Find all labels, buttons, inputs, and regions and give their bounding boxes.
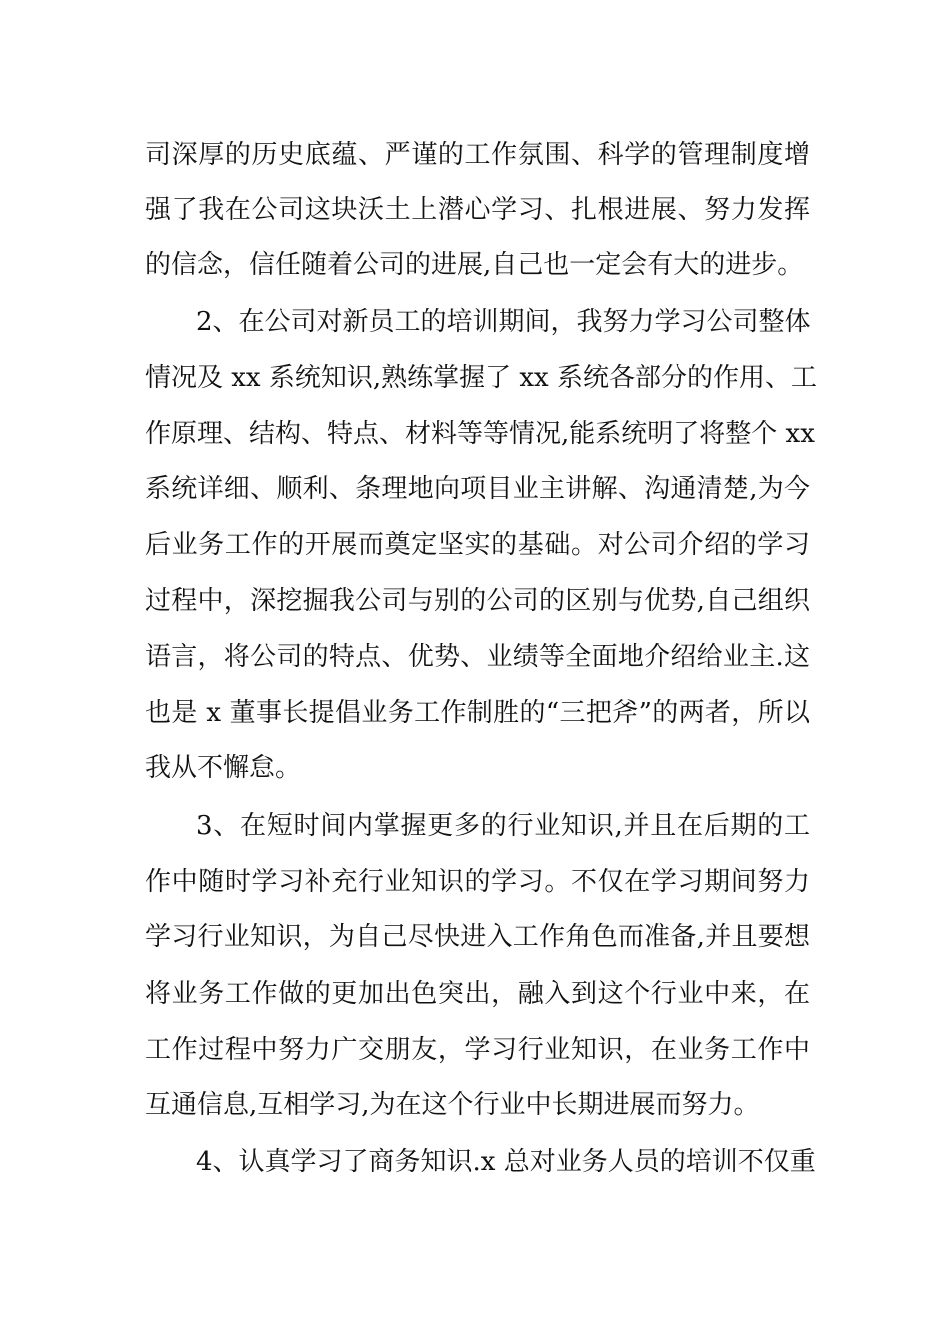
- text-line-8: 后业务工作的开展而奠定坚实的基础。对公司介绍的学习: [145, 530, 810, 560]
- text-line-16: 将业务工作做的更加出色突出，融入到这个行业中来，在: [145, 979, 810, 1009]
- text-line-18: 互通信息,互相学习,为在这个行业中长期进展而努力。: [145, 1090, 760, 1120]
- text-line-14: 作中随时学习补充行业知识的学习。不仅在学习期间努力: [145, 867, 810, 897]
- text-line-17: 工作过程中努力广交朋友，学习行业知识，在业务工作中: [145, 1035, 810, 1065]
- text-line-4: 2、在公司对新员工的培训期间，我努力学习公司整体: [196, 307, 811, 337]
- text-line-1: 司深厚的历史底蕴、严谨的工作氛围、科学的管理制度增: [145, 140, 810, 170]
- text-line-6: 作原理、结构、特点、材料等等情况,能系统明了将整个 xx: [145, 419, 815, 449]
- text-line-9: 过程中，深挖掘我公司与别的公司的区别与优势,自己组织: [145, 586, 810, 616]
- text-line-11: 也是 x 董事长提倡业务工作制胜的“三把斧”的两者，所以: [145, 698, 810, 728]
- text-line-2: 强了我在公司这块沃土上潜心学习、扎根进展、努力发挥: [145, 195, 810, 225]
- text-line-10: 语言，将公司的特点、优势、业绩等全面地介绍给业主.这: [145, 642, 810, 672]
- text-line-5: 情况及 xx 系统知识,熟练掌握了 xx 系统各部分的作用、工: [145, 363, 817, 393]
- text-line-7: 系统详细、顺利、条理地向项目业主讲解、沟通清楚,为今: [145, 474, 810, 504]
- text-line-19: 4、认真学习了商务知识.x 总对业务人员的培训不仅重: [196, 1147, 816, 1177]
- text-line-15: 学习行业知识，为自己尽快进入工作角色而准备,并且要想: [145, 922, 810, 952]
- text-line-13: 3、在短时间内掌握更多的行业知识,并且在后期的工: [196, 811, 810, 841]
- text-line-3: 的信念，信任随着公司的进展,自己也一定会有大的进步。: [145, 250, 804, 280]
- text-line-12: 我从不懈怠。: [145, 753, 302, 783]
